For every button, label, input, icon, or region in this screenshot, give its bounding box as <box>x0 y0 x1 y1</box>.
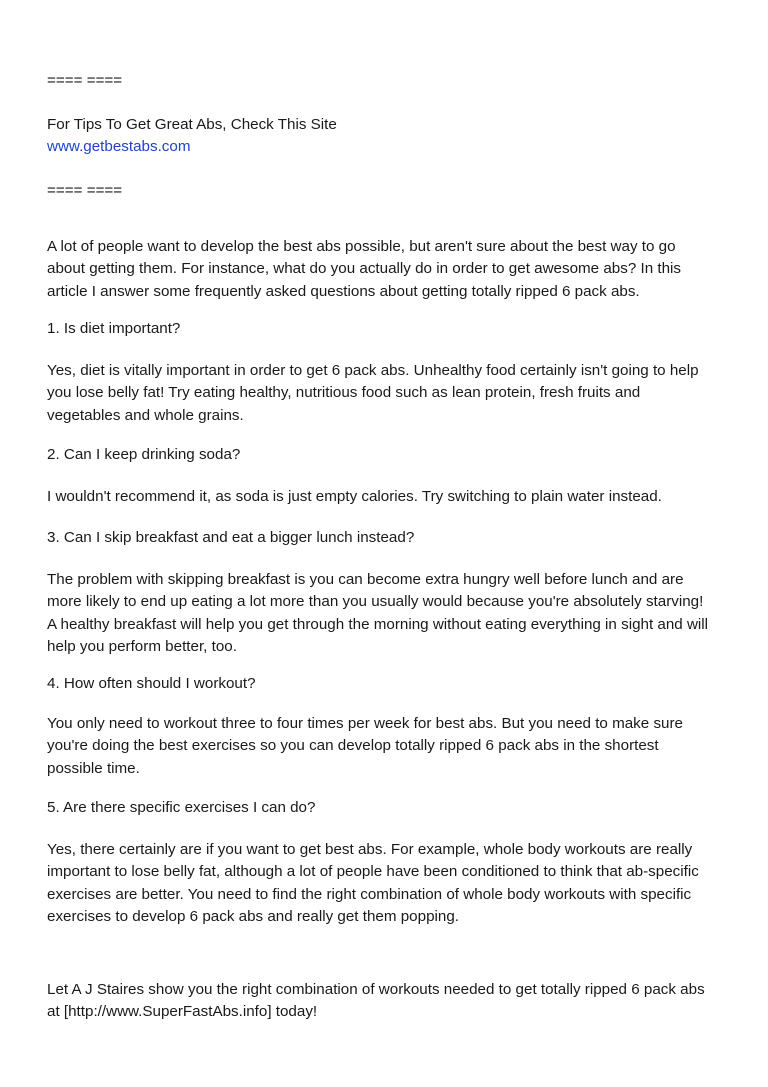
faq-question-4: 4. How often should I workout? <box>47 675 256 692</box>
faq-answer-5 <box>47 839 699 929</box>
faq-question-1: 1. Is diet important? <box>47 320 181 337</box>
faq-question-3: 3. Can I skip breakfast and eat a bigger lunch instead? <box>47 529 415 546</box>
answer-line: Yes, there certainly are if you want to get best abs. For example, whole body workouts are really <box>47 841 693 858</box>
intro-line: A lot of people want to develop the best abs possible, but aren't sure about the best way to go <box>47 238 676 255</box>
answer-line: exercises to develop 6 pack abs and really get them popping. <box>47 908 460 926</box>
answer-line: exercises are better. You need to find the right combination of whole body workouts with specific <box>47 885 692 903</box>
closing-line: at [http://www.SuperFastAbs.info] today! <box>47 1003 318 1021</box>
closing-line: Let A J Staires show you the right combination of workouts needed to get totally ripped 6 pack abs <box>47 981 705 998</box>
intro-line: about getting them. For instance, what do you actually do in order to get awesome abs? In this <box>47 260 682 278</box>
answer-line: You only need to workout three to four times per week for best abs. But you need to make sure <box>47 715 683 732</box>
answer-line: A healthy breakfast will help you get through the morning without eating everything in sight and will <box>47 615 709 633</box>
answer-line: I wouldn't recommend it, as soda is just empty calories. Try switching to plain water instead. <box>47 488 662 505</box>
answer-line: important to lose belly fat, although a lot of people have been conditioned to think that ab-specific <box>47 863 699 881</box>
closing-paragraph <box>47 979 705 1024</box>
faq-answer-1 <box>47 360 699 427</box>
separator-top: ==== ==== <box>47 72 123 89</box>
separator-bottom: ==== ==== <box>47 182 123 199</box>
answer-line: vegetables and whole grains. <box>47 406 244 424</box>
faq-answer-2 <box>47 486 662 508</box>
faq-question-2: 2. Can I keep drinking soda? <box>47 446 241 463</box>
answer-line: help you perform better, too. <box>47 638 237 656</box>
answer-line: you're doing the best exercises so you can develop totally ripped 6 pack abs in the shortest <box>47 737 659 755</box>
answer-line: you lose belly fat! Try eating healthy, nutritious food such as lean protein, fresh fruits and <box>47 384 641 402</box>
answer-line: more likely to end up eating a lot more than you usually would because you're absolutely starving! <box>47 593 704 611</box>
answer-line: Yes, diet is vitally important in order to get 6 pack abs. Unhealthy food certainly isn't going to help <box>47 362 699 379</box>
intro-paragraph <box>47 236 681 303</box>
faq-question-5: 5. Are there specific exercises I can do? <box>47 799 316 816</box>
answer-line: possible time. <box>47 759 140 777</box>
faq-answer-3 <box>47 569 708 659</box>
intro-line: article I answer some frequently asked questions about getting totally ripped 6 pack abs. <box>47 282 640 300</box>
answer-line: The problem with skipping breakfast is you can become extra hungry well before lunch and are <box>47 571 684 588</box>
faq-answer-4 <box>47 713 683 780</box>
site-link[interactable]: www.getbestabs.com <box>47 138 191 155</box>
tagline: For Tips To Get Great Abs, Check This Site <box>47 116 337 133</box>
